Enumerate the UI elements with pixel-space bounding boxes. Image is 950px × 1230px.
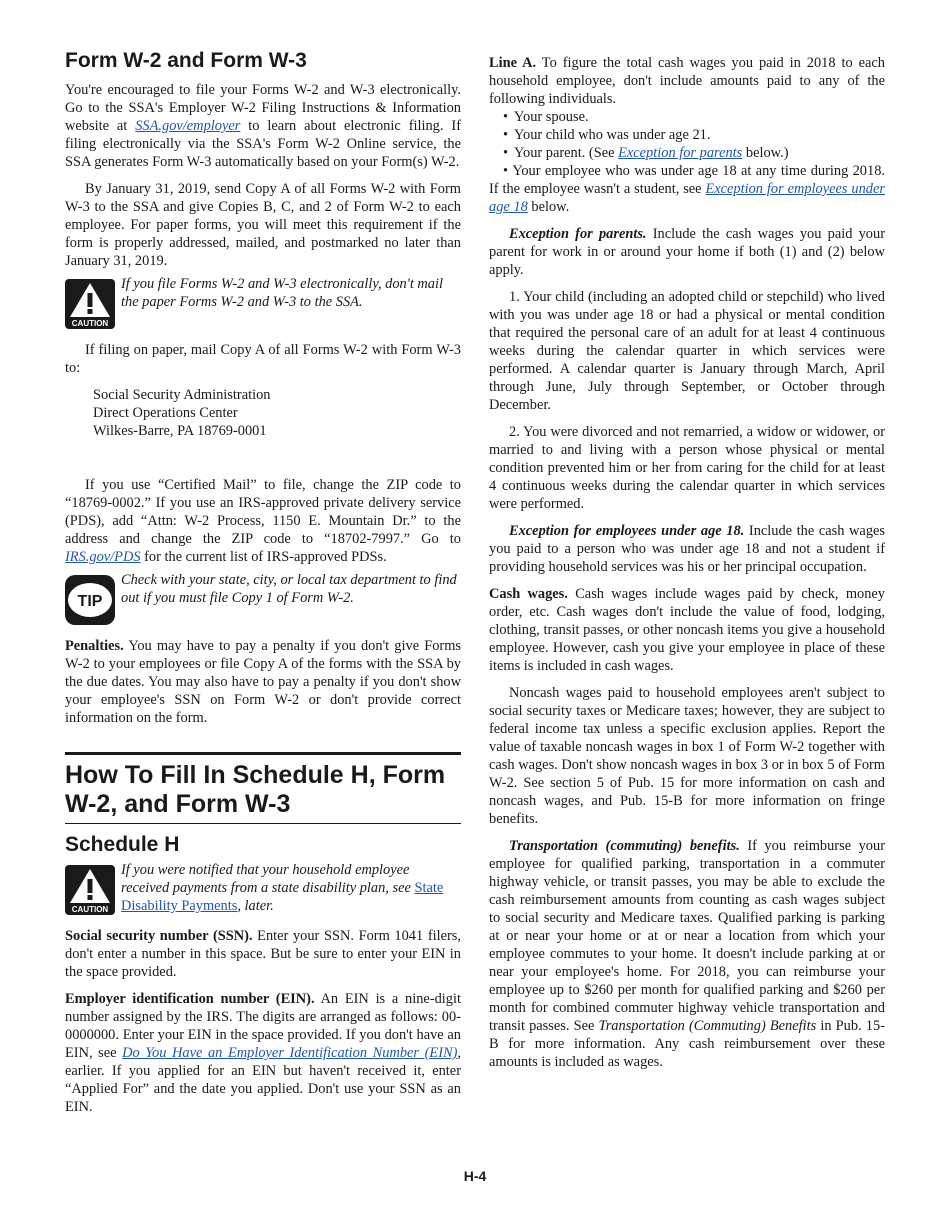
text: below.) xyxy=(742,145,789,161)
text: If you use “Certified Mail” to file, change the ZIP code to “18769-0002.” If you use an IRS-approved private delivery service (PDS), add “Attn: W-2 Process, 1150 E. Mountain Dr.” to the address and change the ZIP code to “18702-7997.” Go to xyxy=(65,477,461,547)
irs-pds-link[interactable]: IRS.gov/PDS xyxy=(65,549,141,565)
text: Your parent. (See xyxy=(514,145,619,161)
transportation-label: Transportation (commuting) benefits. xyxy=(509,838,740,854)
exception-for-parents-link[interactable]: Exception for parents xyxy=(618,145,743,161)
text: Enter your SSN. Form 1041 filers, don't enter a number in this space. But be sure to enter your EIN in the space provided. xyxy=(65,928,461,980)
left-column xyxy=(65,48,461,1125)
penalties-label: Penalties. xyxy=(65,638,124,654)
right-column xyxy=(489,54,885,1080)
text: , earlier. If you applied for an EIN but haven't received it, enter “Applied For” and the date you applied. Don't use your SSN as an EIN. xyxy=(65,1045,461,1115)
caution-text xyxy=(121,861,461,915)
text: To figure the total cash wages you paid in 2018 to each household employee, don't include amounts paid to any of the following individuals. xyxy=(489,55,885,107)
exception-parents-label: Exception for parents. xyxy=(509,226,647,242)
address-line: Social Security Administration xyxy=(93,387,271,403)
paragraph-ssn xyxy=(65,927,461,981)
caution-icon xyxy=(65,865,115,915)
caution-icon xyxy=(65,279,115,329)
text: An EIN is a nine-digit number assigned by the IRS. The digits are arranged as follows: 00-0000000. Enter your EIN in the space provided. If you don't have an EIN, see xyxy=(65,991,461,1061)
transportation-reference: Transportation (Commuting) Benefits xyxy=(598,1018,817,1034)
paragraph-penalties xyxy=(65,637,461,727)
text: Cash wages include wages paid by check, money order, etc. Cash wages don't include the value of food, lodging, clothing, transit passes, or other noncash items you give a household employee. However, cash you give your employee in place of these items is included in cash wages. xyxy=(489,586,885,674)
text: below. xyxy=(527,199,570,215)
paragraph-certified-mail xyxy=(65,476,461,566)
text: in Pub. 15-B for more information. Any cash reimbursement over these amounts is included as wages. xyxy=(489,1018,885,1070)
page-number: H-4 xyxy=(463,1168,487,1184)
heading-how-to-fill-in: How To Fill In Schedule H, Form W-2, and Form W-3 xyxy=(65,752,461,824)
paragraph-electronic-filing xyxy=(65,81,461,171)
employer-id-number-link[interactable]: Do You Have an Employer Identification Number (EIN) xyxy=(122,1045,458,1061)
tip-note xyxy=(65,572,461,625)
address-line: Direct Operations Center xyxy=(93,405,238,421)
text: Include the cash wages you paid to a person who was under age 18 and not a student if providing household services was his or her principal occupation. xyxy=(489,523,886,575)
exception-under-18-link[interactable]: Exception for employees under age 18 xyxy=(489,181,885,215)
text: If you were notified that your household employee received payments from a state disability plan, see xyxy=(121,862,415,896)
paragraph-transportation xyxy=(489,837,885,1071)
tip-label: TIP xyxy=(77,593,103,610)
caution-label: CAUTION xyxy=(71,905,109,914)
paragraph-condition-2: 2. You were divorced and not remarried, a widow or widower, or married to and living with a person whose physical or mental condition prevented him or her from caring for the child for at least 4 continuous weeks during the calendar quarter in which services were performed. xyxy=(489,424,885,512)
list-item: • Your child who was under age 21. xyxy=(503,126,885,144)
caution-note-electronic xyxy=(65,276,461,329)
paragraph-noncash-wages: Noncash wages paid to household employees aren't subject to social security taxes or Medicare taxes; however, they are subject to federal income tax unless a specific exclusion applies. Report the value of taxable noncash wages in box 1 of Form W-2 together with cash wages. Don't show noncash wages in box 3 or in box 5 of Form W-2. See section 5 of Pub. 15 for more information on cash and noncash wages, and Pub. 15-B for more information on fringe benefits. xyxy=(489,685,885,827)
text: You're encouraged to file your Forms W-2 and W-3 electronically. Go to the SSA's Employer W-2 Filing Instructions & Information website at xyxy=(65,82,461,134)
list-item: • Your spouse. xyxy=(503,108,885,126)
list-item xyxy=(503,144,885,162)
paragraph-deadline: By January 31, 2019, send Copy A of all Forms W-2 with Form W-3 to the SSA and give Copies B, C, and 2 of Form W-2 to each employee. For paper forms, you will meet this requirement if the form is properly addressed, mailed, and postmarked no later than January 31, 2019. xyxy=(65,181,461,269)
ssn-label: Social security number (SSN). xyxy=(65,928,253,944)
caution-text: If you file Forms W-2 and W-3 electronically, don't mail the paper Forms W-2 and W-3 to the SSA. xyxy=(121,276,444,310)
paragraph-ein xyxy=(65,990,461,1116)
text: for the current list of IRS-approved PDSs. xyxy=(140,549,387,565)
ein-label: Employer identification number (EIN). xyxy=(65,991,315,1007)
ssa-employer-link[interactable]: SSA.gov/employer xyxy=(135,118,241,134)
paragraph-exception-under-18 xyxy=(489,522,885,576)
caution-label: CAUTION xyxy=(71,319,109,328)
list-item: • Your employee who was under age 18 at any time during 2018. If the employee wasn't a student, see Exception for employees under age 18 below. xyxy=(489,163,885,215)
caution-note-disability xyxy=(65,862,461,915)
heading-schedule-h: Schedule H xyxy=(65,833,180,856)
text: If you reimburse your employee for qualified parking, transportation in a commuter highway vehicle, or transit passes, you may be able to exclude the cash reimbursement amounts from counting as cash wages subject to social security and Medicare taxes. Qualified parking is parking at or near your home or at or near a location from which your employee commutes to your home. It doesn't include parking at or near your employee's home. For 2018, you can reimburse your employee up to $260 per month for qualified parking and $260 per month for combined commuter highway vehicle transportation and transit passes. See xyxy=(489,838,885,1034)
text: , later. xyxy=(237,898,274,914)
text: Your employee who was under age 18 at any time during 2018. If the employee wasn't a student, see xyxy=(489,163,885,197)
cash-wages-label: Cash wages. xyxy=(489,586,568,602)
exception-under-18-label: Exception for employees under age 18. xyxy=(509,523,745,539)
text: Include the cash wages you paid your parent for work in or around your home if both (1) and (2) below apply. xyxy=(489,226,885,278)
tip-text: Check with your state, city, or local tax department to find out if you must file Copy 1 of Form W-2. xyxy=(121,572,457,606)
excluded-individuals-list xyxy=(489,108,885,162)
paragraph-line-a xyxy=(489,54,885,108)
tip-icon xyxy=(65,575,115,625)
heading-form-w2-w3: Form W-2 and Form W-3 xyxy=(65,49,307,72)
paragraph-cash-wages xyxy=(489,585,885,675)
paragraph-condition-1: 1. Your child (including an adopted child or stepchild) who lived with you was under age 18 or had a physical or mental condition that required the personal care of an adult for at least 4 continuous weeks during the calendar quarter in which services were performed. A calendar quarter is January through March, April through June, July through September, or October through December. xyxy=(489,289,885,413)
paragraph-exception-parents xyxy=(489,225,885,279)
text: You may have to pay a penalty if you don't give Forms W-2 to your employees or file Copy A of the forms with the SSA by the due dates. You may also have to pay a penalty if you don't show your employee's SSN on Form W-2 or don't provide correct information on the form. xyxy=(65,638,461,726)
mailing-address xyxy=(93,386,461,440)
state-disability-payments-link[interactable]: State Disability Payments xyxy=(121,880,444,914)
text: to learn about electronic filing. If filing electronically via the SSA's Form W-2 Online service, the SSA generates Form W-3 automatically based on your Form(s) W-2. xyxy=(65,118,461,170)
paragraph-mail-copy: If filing on paper, mail Copy A of all Forms W-2 with Form W-3 to: xyxy=(65,342,461,376)
line-a-label: Line A. xyxy=(489,55,537,71)
address-line: Wilkes-Barre, PA 18769-0001 xyxy=(93,423,267,439)
